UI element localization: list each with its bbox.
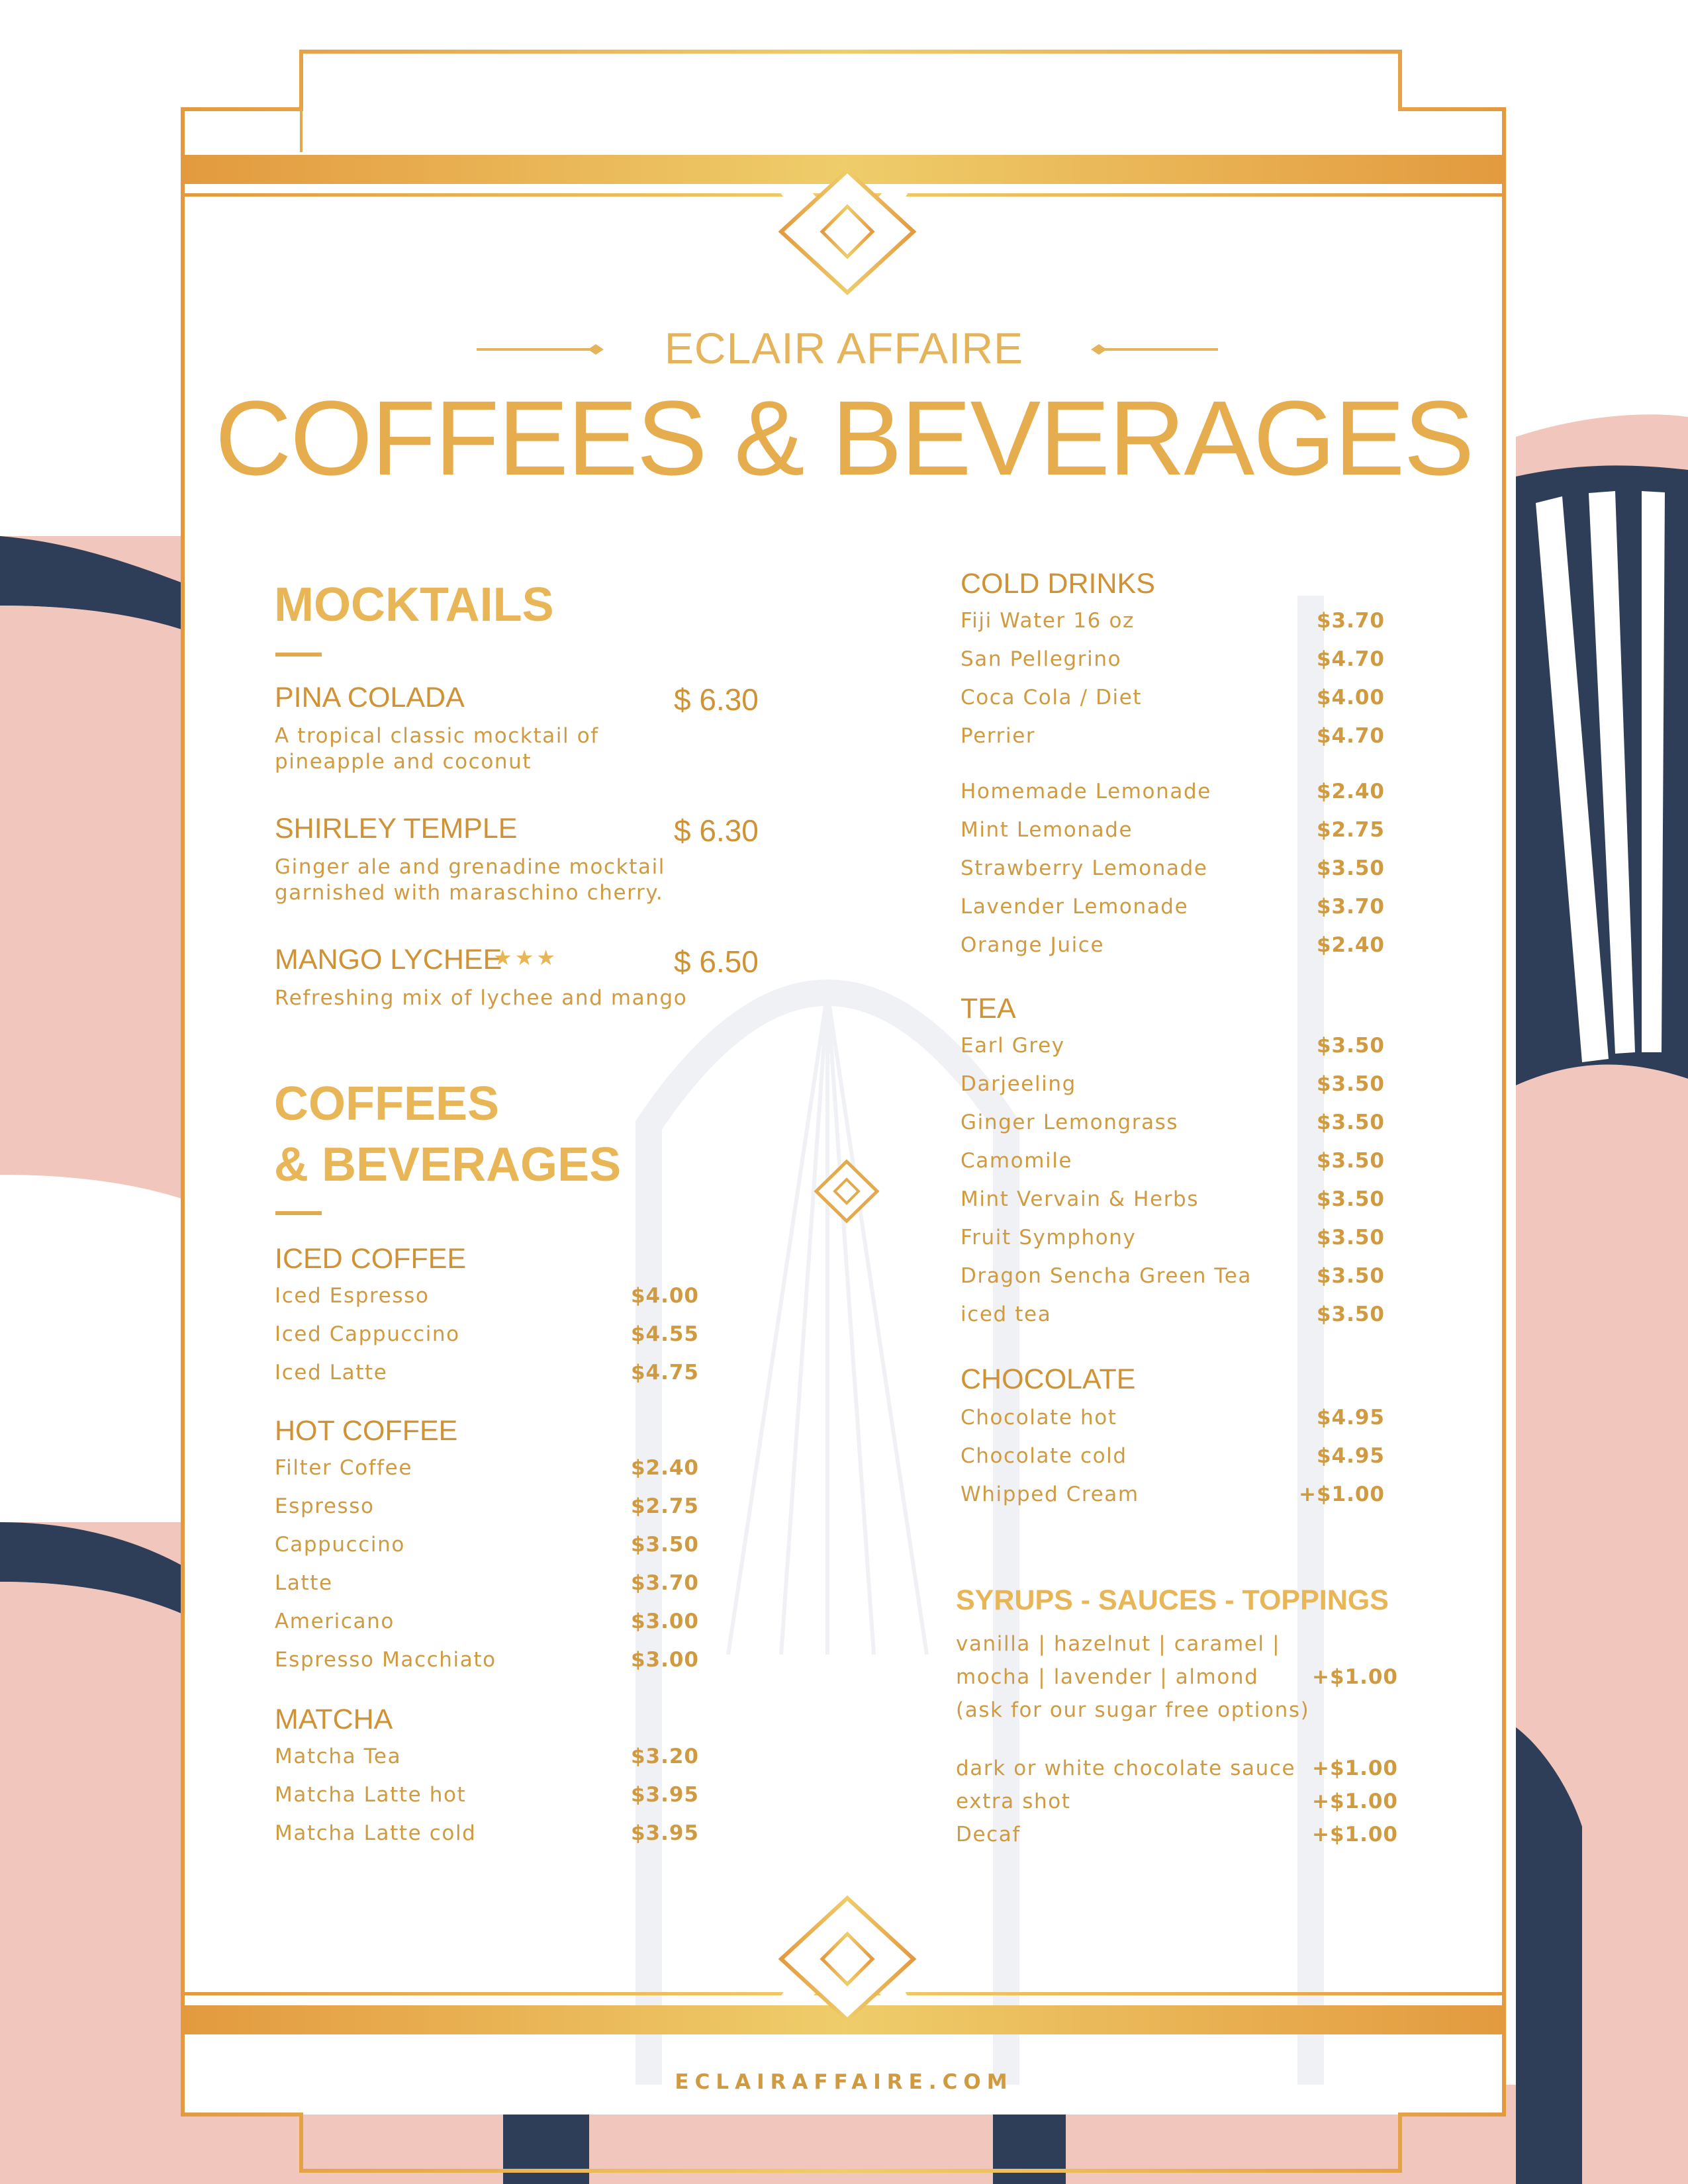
item-name: SHIRLEY TEMPLE	[275, 813, 518, 844]
item-price: $4.00	[1316, 686, 1385, 709]
item-price: $ 6.50	[674, 944, 759, 979]
item-name: Mint Vervain & Herbs	[961, 1187, 1199, 1211]
item-price: +$1.00	[1311, 1665, 1398, 1689]
item-name: Decaf	[956, 1823, 1021, 1846]
item-name: Strawberry Lemonade	[961, 856, 1208, 880]
item-price: $ 6.30	[674, 682, 759, 717]
item-price: $4.75	[630, 1361, 699, 1385]
item-description: Refreshing mix of lychee and mango	[275, 986, 688, 1010]
item-name: Matcha Tea	[275, 1745, 402, 1768]
item-price: $3.50	[1316, 1072, 1385, 1096]
item-price: $4.55	[630, 1322, 699, 1346]
item-name: Americano	[275, 1610, 395, 1633]
item-price: $2.75	[630, 1494, 699, 1518]
item-price: $3.70	[630, 1571, 699, 1595]
menu-title: COFFEES & BEVERAGES	[214, 379, 1474, 497]
item-price: $4.95	[1316, 1444, 1385, 1468]
item-name: Coca Cola / Diet	[961, 686, 1143, 709]
item-name: Iced Latte	[275, 1361, 388, 1385]
item-name: Cappuccino	[275, 1533, 405, 1557]
item-name: Iced Espresso	[275, 1284, 430, 1308]
item-name: San Pellegrino	[961, 647, 1122, 671]
subsection-heading: TEA	[961, 993, 1016, 1024]
website-link[interactable]: ECLAIRAFFAIRE.COM	[675, 2070, 1013, 2094]
item-name: extra shot	[956, 1790, 1071, 1813]
item-name: Filter Coffee	[275, 1456, 413, 1480]
item-name: Homemade Lemonade	[961, 780, 1211, 803]
item-price: $2.75	[1316, 818, 1385, 842]
item-price: $3.20	[630, 1745, 699, 1768]
star-rating-icon: ★★★	[493, 945, 559, 970]
item-price: $3.50	[1316, 1111, 1385, 1134]
syrups-heading: SYRUPS - SAUCES - TOPPINGS	[956, 1584, 1389, 1616]
item-name: PINA COLADA	[275, 682, 465, 713]
item-name: Chocolate hot	[961, 1406, 1117, 1430]
subsection-heading: ICED COFFEE	[275, 1243, 467, 1275]
item-price: $ 6.30	[674, 813, 759, 848]
item-name: Earl Grey	[961, 1034, 1065, 1058]
item-price: +$1.00	[1311, 1790, 1398, 1813]
item-name: Espresso Macchiato	[275, 1648, 496, 1672]
item-price: $3.50	[630, 1533, 699, 1557]
item-name: Perrier	[961, 724, 1036, 748]
coffees-heading-line2: & BEVERAGES	[274, 1138, 622, 1191]
item-price: $4.70	[1316, 647, 1385, 671]
subsection-heading: COLD DRINKS	[961, 568, 1155, 600]
item-price: $3.95	[630, 1821, 699, 1845]
item-name: Latte	[275, 1571, 333, 1595]
item-description: A tropical classic mocktail of	[275, 724, 599, 748]
item-name: Orange Juice	[961, 933, 1105, 957]
mocktails-heading: MOCKTAILS	[274, 578, 554, 631]
brand-name: ECLAIR AFFAIRE	[664, 324, 1024, 373]
item-price: $2.40	[1316, 933, 1385, 957]
item-price: $2.40	[1316, 780, 1385, 803]
item-name: dark or white chocolate sauce	[956, 1756, 1296, 1780]
item-price: $3.50	[1316, 1187, 1385, 1211]
item-description: garnished with maraschino cherry.	[275, 881, 664, 905]
item-name: MANGO LYCHEE	[275, 944, 502, 976]
item-price: $3.50	[1316, 856, 1385, 880]
subsection-heading: CHOCOLATE	[961, 1363, 1136, 1395]
item-price: +$1.00	[1298, 1482, 1385, 1506]
item-name: Fruit Symphony	[961, 1226, 1137, 1250]
syrup-options-line: vanilla | hazelnut | caramel |	[956, 1632, 1281, 1656]
item-name: Lavender Lemonade	[961, 895, 1189, 919]
item-price: +$1.00	[1311, 1756, 1398, 1780]
item-price: $3.95	[630, 1783, 699, 1807]
item-name: Matcha Latte hot	[275, 1783, 467, 1807]
item-price: $3.50	[1316, 1149, 1385, 1173]
item-price: $3.70	[1316, 609, 1385, 633]
item-description: pineapple and coconut	[275, 750, 532, 774]
item-price: $2.40	[630, 1456, 699, 1480]
item-price: $3.70	[1316, 895, 1385, 919]
item-price: $3.00	[630, 1648, 699, 1672]
item-price: $3.50	[1316, 1034, 1385, 1058]
item-name: Fiji Water 16 oz	[961, 609, 1135, 633]
syrup-options-line: mocha | lavender | almond	[956, 1665, 1259, 1689]
item-name: Darjeeling	[961, 1072, 1076, 1096]
item-price: $4.00	[630, 1284, 699, 1308]
item-price: $3.50	[1316, 1302, 1385, 1326]
item-price: $4.70	[1316, 724, 1385, 748]
item-price: $3.50	[1316, 1226, 1385, 1250]
item-name: iced tea	[961, 1302, 1052, 1326]
subsection-heading: HOT COFFEE	[275, 1415, 458, 1447]
coffees-heading-line1: COFFEES	[274, 1077, 500, 1130]
item-price: $3.50	[1316, 1264, 1385, 1288]
item-price: $3.00	[630, 1610, 699, 1633]
subsection-heading: MATCHA	[275, 1704, 393, 1735]
item-name: Mint Lemonade	[961, 818, 1133, 842]
item-price: +$1.00	[1311, 1823, 1398, 1846]
item-name: Chocolate cold	[961, 1444, 1127, 1468]
item-name: Ginger Lemongrass	[961, 1111, 1179, 1134]
item-name: Matcha Latte cold	[275, 1821, 477, 1845]
item-price: $4.95	[1316, 1406, 1385, 1430]
item-name: Iced Cappuccino	[275, 1322, 460, 1346]
syrup-note: (ask for our sugar free options)	[956, 1698, 1310, 1722]
item-name: Whipped Cream	[961, 1482, 1139, 1506]
item-name: Camomile	[961, 1149, 1073, 1173]
item-name: Espresso	[275, 1494, 375, 1518]
item-description: Ginger ale and grenadine mocktail	[275, 855, 666, 879]
item-name: Dragon Sencha Green Tea	[961, 1264, 1252, 1288]
